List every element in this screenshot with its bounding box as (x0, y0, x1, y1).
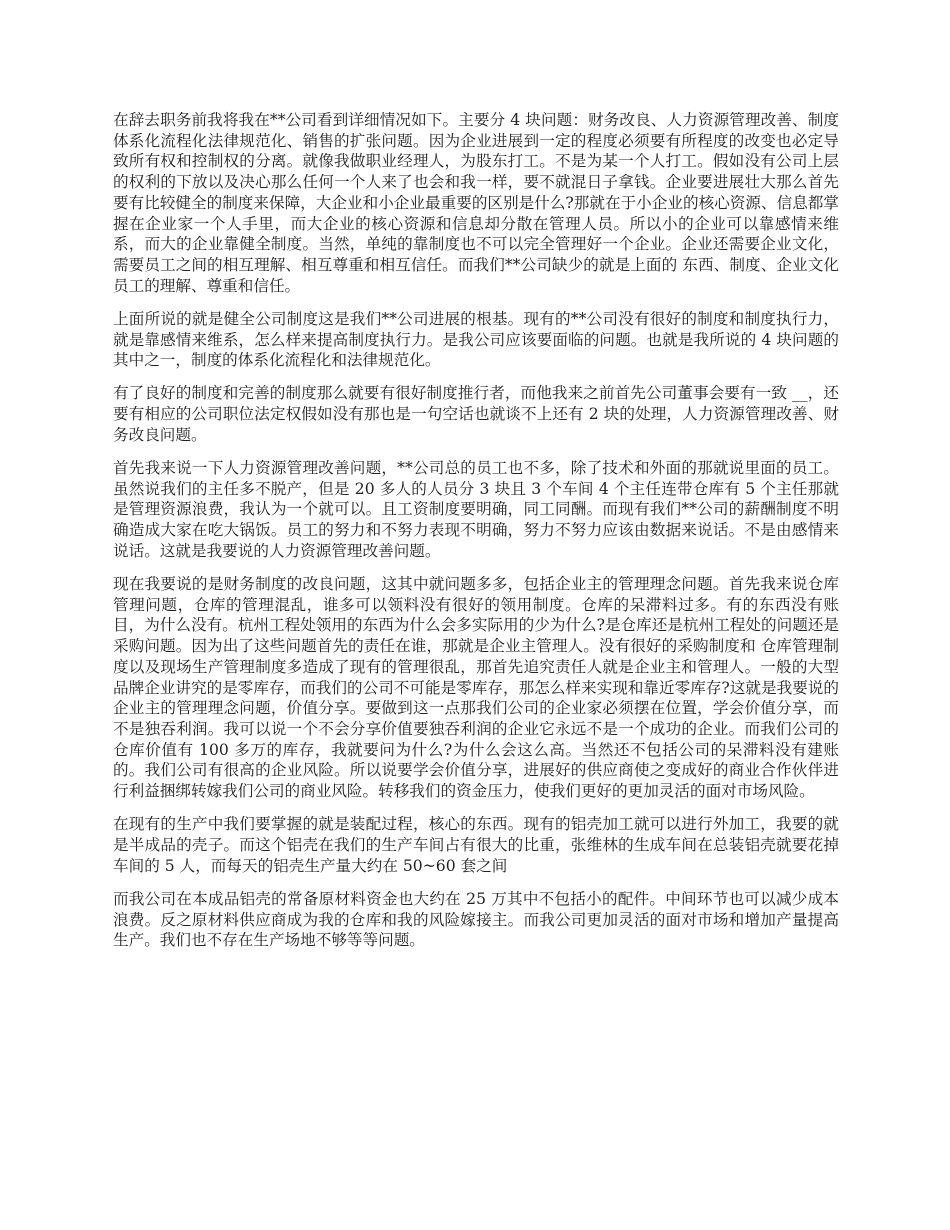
paragraph-system: 上面所说的就是健全公司制度这是我们**公司进展的根基。现有的**公司没有很好的制度和制度执行力，就是靠感情来维系，怎么样来提高制度执行力。是我公司应该要面临的问题。也就是我所说的 4 块问题的其中之一，制度的体系化流程化和法律规范化。 (113, 309, 839, 370)
document-body (113, 110, 839, 964)
paragraph-enforcer: 有了良好的制度和完善的制度那么就要有很好制度推行者，而他我来之前首先公司董事会要有一致 __，还要有相应的公司职位法定权假如没有那也是一句空话也就谈不上还有 2 块的处理，人力资源管理改善、财务改良问题。 (113, 384, 839, 444)
paragraph-intro: 在辞去职务前我将我在**公司看到详细情况如下。主要分 4 块问题：财务改良、人力资源管理改善、制度体系化流程化法律规范化、销售的扩张问题。因为企业进展到一定的程度必须要有所程度的改变也必定导致所有权和控制权的分离。就像我做职业经理人，为股东打工。不是为某一个人打工。假如没有公司上层的权利的下放以及决心那么任何一个人来了也会和我一样，要不就混日子拿钱。企业要进展壮大那么首先要有比较健全的制度来保障，大企业和小企业最重要的区别是什么?那就在于小企业的核心资源、信息都掌握在企业家一个人手里，而大企业的核心资源和信息却分散在管理人员。所以小的企业可以靠感情来维系，而大的企业靠健全制度。当然，单纯的靠制度也不可以完全管理好一个企业。企业还需要企业文化，需要员工之间的相互理解、相互尊重和相互信任。而我们**公司缺少的就是上面的 东西、制度、企业文化员工的理解、尊重和信任。 (113, 111, 839, 295)
paragraph-finance: 现在我要说的是财务制度的改良问题，这其中就问题多多，包括企业主的管理理念问题。首先我来说仓库管理问题，仓库的管理混乱，谁多可以领料没有很好的领用制度。仓库的呆滞料过多。有的东西没有账目，为什么没有。杭州工程处领用的东西为什么会多实际用的少为什么?是仓库还是杭州工程处的问题还是采购问题。因为出了这些问题首先的责任在谁，那就是企业主管理人。没有很好的采购制度和 仓库管理制度以及现场生产管理制度多造成了现有的管理很乱，那首先追究责任人就是企业主和管理人。一般的大型品牌企业讲究的是零库存，而我们的公司不可能是零库存，那怎么样来实现和靠近零库存?这就是我要说的企业主的管理理念问题，价值分享。要做到这一点那我们公司的企业家必须摆在位置，学会价值分享，而不是独吞利润。我可以说一个不会分享价值要独吞利润的企业它永远不是一个成功的企业。而我们公司的仓库价值有 100 多万的库存，我就要问为什么?为什么会这么高。当然还不包括公司的呆滞料没有建账的。我们公司有很高的企业风险。所以说要学会价值分享，进展好的供应商使之变成好的商业合作伙伴进行利益捆绑转嫁我们公司的商业风险。转移我们的资金压力，使我们更好的更加灵活的面对市场风险。 (113, 575, 839, 801)
paragraph-materials: 而我公司在本成品铝壳的常备原材料资金也大约在 25 万其中不包括小的配件。中间环节也可以减少成本浪费。反之原材料供应商成为我的仓库和我的风险嫁接主。而我公司更加灵活的面对市场和增加产量提高生产。我们也不存在生产场地不够等等问题。 (113, 889, 839, 950)
paragraph-hr: 首先我来说一下人力资源管理改善问题，**公司总的员工也不多，除了技术和外面的那就说里面的员工。虽然说我们的主任多不脱产，但是 20 多人的人员分 3 块且 3 个车间 4 个主任连带仓库有 5 个主任那就是管理资源浪费，我认为一个就可以。且工资制度要明确，同工同酬。而现有我们**公司的薪酬制度不明确造成大家在吃大锅饭。员工的努力和不努力表现不明确，努力不努力应该由数据来说话。不是由感情来说话。这就是我要说的人力资源管理改善问题。 (113, 459, 839, 560)
paragraph-production: 在现有的生产中我们要掌握的就是装配过程，核心的东西。现有的铝壳加工就可以进行外加工，我要的就是半成品的壳子。而这个铝壳在我们的生产车间占有很大的比重，张维林的生成车间在总装铝壳就要花掉车间的 5 人，而每天的铝壳生产量大约在 50~60 套之间 (113, 815, 839, 875)
